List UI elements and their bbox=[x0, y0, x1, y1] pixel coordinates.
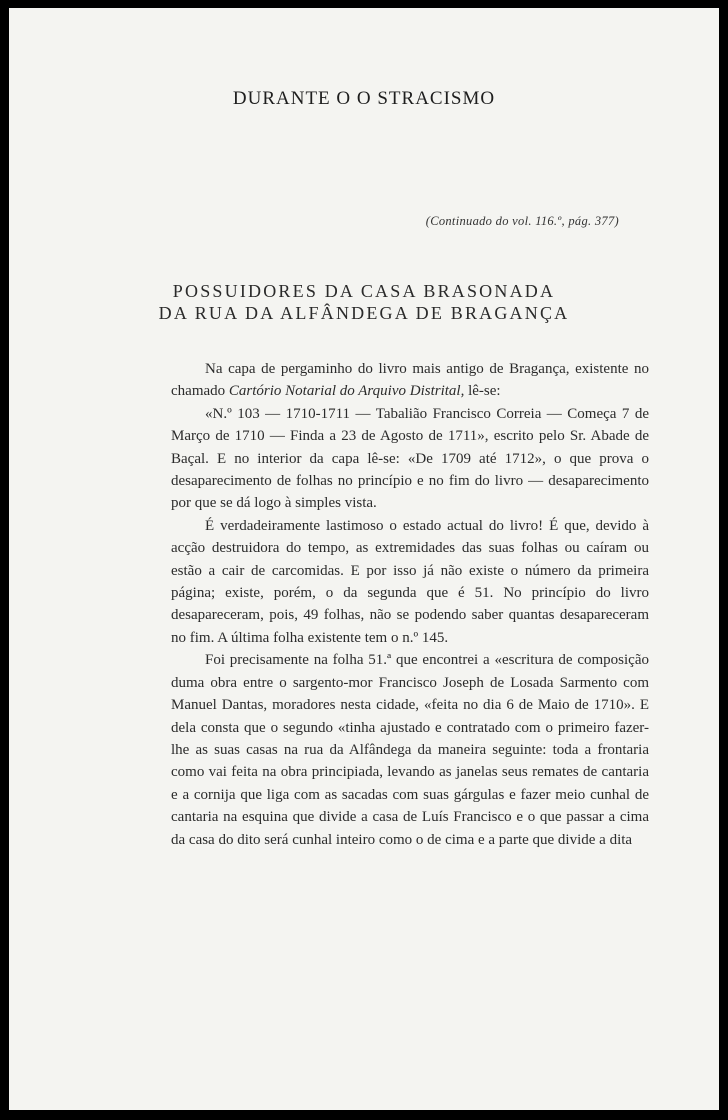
paragraph-4: Foi precisamente na folha 51.ª que encontrei a «escritura de composição duma obra entre o sargento-mor Francisco Joseph de Losada Sarmento com Manuel Dantas, moradores nesta cidade, «feita no dia 6 de Maio de 1710». E dela consta que o segundo «tinha ajustado e contratado com o primeiro fazer-lhe as suas casas na rua da Alfândega da maneira seguinte: toda a frontaria como vai feita na obra principiada, levando as janelas seus remates de cantaria e a cornija que liga com as sacadas com suas gárgulas e fazer meio cunhal de cantaria na esquina que divide a casa de Luís Francisco e o que passar a cima da casa do dito será cunhal inteiro como o de cima e a parte que divide a dita bbox=[171, 652, 649, 848]
paragraph-1-text-a: Na capa de pergaminho do livro mais antigo de Bragança, existente no chamado bbox=[171, 361, 649, 400]
paragraph-3: É verdadeiramente lastimoso o estado actual do livro! É que, devido à acção destruidora do tempo, as extremidades das suas folhas ou caíram ou estão a cair de carcomidas. E por isso já não existe o número da primeira página; existe, porém, o da segunda que é 51. No princípio do livro desapareceram, pois, 49 folhas, não se podendo saber quantas desapareceram no fim. A última folha existente tem o n.º 145. bbox=[171, 517, 649, 646]
section-title-line-2: DA RUA DA ALFÂNDEGA DE BRAGANÇA bbox=[158, 303, 570, 323]
paragraph-1-text-b: lê-se: bbox=[464, 383, 501, 400]
section-title bbox=[9, 280, 719, 324]
continuation-note: (Continuado do vol. 116.º, pág. 377) bbox=[425, 214, 619, 228]
paragraph-1 bbox=[171, 358, 649, 403]
body-text bbox=[171, 358, 649, 851]
book-page bbox=[9, 8, 719, 1110]
section-title-line-1: POSSUIDORES DA CASA BRASONADA bbox=[172, 281, 556, 301]
archive-name: Cartório Notarial do Arquivo Distrital, bbox=[228, 383, 465, 400]
paragraph-2: «N.º 103 — 1710-1711 — Tabalião Francisco Correia — Começa 7 de Março de 1710 — Finda a 23 de Agosto de 1711», escrito pelo Sr. Abade de Baçal. E no interior da capa lê-se: «De 1709 até 1712», o que prova o desaparecimento de folhas no princípio e no fim do livro — desaparecimento por que se dá logo à simples vista. bbox=[171, 405, 649, 512]
running-title: DURANTE O O STRACISMO bbox=[232, 88, 496, 109]
